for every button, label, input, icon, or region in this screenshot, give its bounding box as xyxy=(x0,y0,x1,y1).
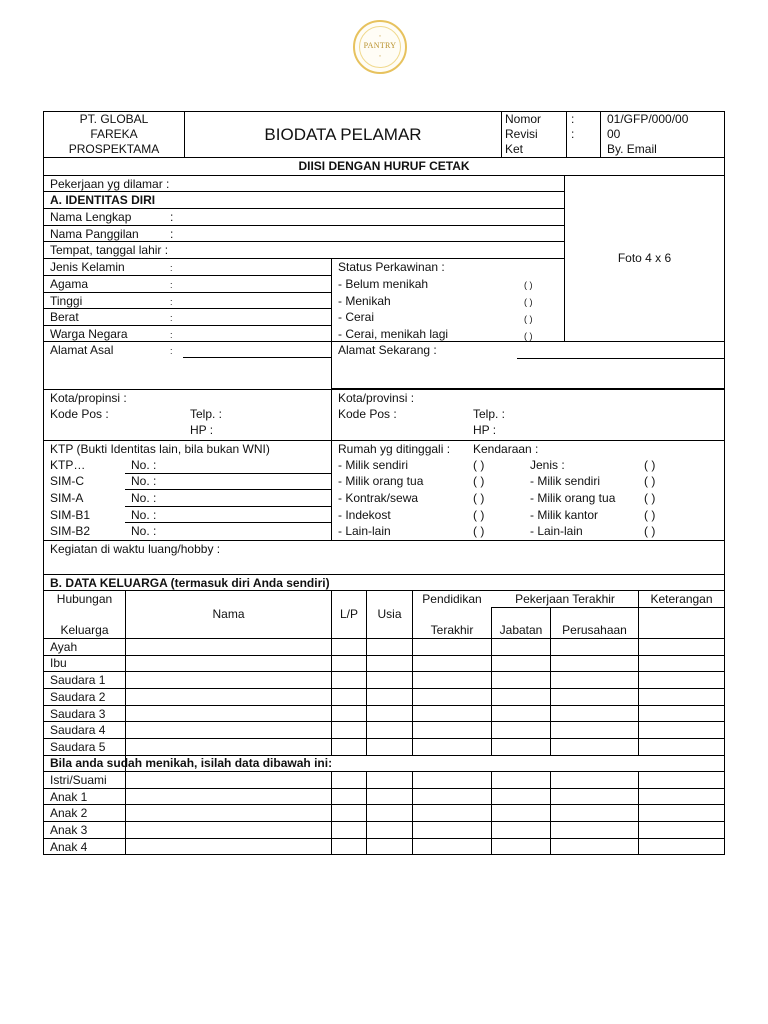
logo-ornament-top: ✦ xyxy=(378,34,382,38)
col-pendidikan: Pendidikan xyxy=(422,592,482,606)
id-type-ktp: KTP… xyxy=(50,458,86,472)
id-no-label: No. : xyxy=(131,491,157,505)
family-row-label: Saudara 5 xyxy=(50,740,106,754)
family-row-label: Ibu xyxy=(50,656,67,670)
id-no-label: No. : xyxy=(131,458,157,472)
vehicle-option: - Lain-lain xyxy=(530,524,583,538)
meta-label-ket: Ket xyxy=(505,142,524,156)
company-name-line2: FAREKA xyxy=(90,127,138,141)
company-logo xyxy=(353,20,407,74)
family-row-label: Saudara 3 xyxy=(50,707,106,721)
meta-label-nomor: Nomor xyxy=(505,112,542,126)
meta-value-ket: By. Email xyxy=(607,142,657,156)
id-no-label: No. : xyxy=(131,474,157,488)
marital-option-remarried: - Cerai, menikah lagi xyxy=(338,327,449,341)
married-row-label: Istri/Suami xyxy=(50,773,107,787)
phone-right-label: Telp. : xyxy=(473,407,506,421)
citizenship-label: Warga Negara xyxy=(50,327,128,341)
hobby-label: Kegiatan di waktu luang/hobby : xyxy=(50,542,221,556)
meta-colon: : xyxy=(571,127,575,141)
marital-option-single: - Belum menikah xyxy=(338,277,429,291)
photo-box-label: Foto 4 x 6 xyxy=(617,251,672,265)
mobile-left-label: HP : xyxy=(190,423,214,437)
id-type-simb2: SIM-B2 xyxy=(50,524,91,538)
id-heading: KTP (Bukti Identitas lain, bila bukan WNI) xyxy=(50,442,270,456)
vehicle-option: - Milik kantor xyxy=(530,508,599,522)
marital-option-divorced: - Cerai xyxy=(338,310,375,324)
meta-value-nomor: 01/GFP/000/00 xyxy=(607,112,689,126)
section-a-heading: A. IDENTITAS DIRI xyxy=(50,193,156,207)
col-hubungan: Hubungan xyxy=(56,592,113,606)
col-usia: Usia xyxy=(377,607,402,621)
colon: : xyxy=(170,297,173,307)
house-checkbox[interactable]: ( ) xyxy=(473,508,485,522)
job-applied-label: Pekerjaan yg dilamar : xyxy=(50,177,170,191)
family-row-label: Saudara 4 xyxy=(50,723,106,737)
logo-ornament-bottom: ✦ xyxy=(378,54,382,58)
house-option: - Milik sendiri xyxy=(338,458,409,472)
vehicle-heading: Kendaraan : xyxy=(473,442,539,456)
married-row-label: Anak 4 xyxy=(50,840,88,854)
col-keterangan: Keterangan xyxy=(650,592,713,606)
vehicle-checkbox[interactable]: ( ) xyxy=(644,474,656,488)
married-row-label: Anak 3 xyxy=(50,823,88,837)
married-row-label: Anak 1 xyxy=(50,790,88,804)
house-option: - Kontrak/sewa xyxy=(338,491,419,505)
family-row-label: Saudara 2 xyxy=(50,690,106,704)
house-checkbox[interactable]: ( ) xyxy=(473,458,485,472)
form-title: BIODATA PELAMAR xyxy=(264,125,422,144)
id-type-simb1: SIM-B1 xyxy=(50,508,91,522)
vehicle-option: - Milik orang tua xyxy=(530,491,616,505)
weight-label: Berat xyxy=(50,310,79,324)
col-terakhir: Terakhir xyxy=(430,623,474,637)
id-type-simc: SIM-C xyxy=(50,474,84,488)
id-type-sima: SIM-A xyxy=(50,491,84,505)
height-label: Tinggi xyxy=(50,294,83,308)
colon: : xyxy=(170,210,174,224)
vehicle-checkbox[interactable]: ( ) xyxy=(644,508,656,522)
house-option: - Milik orang tua xyxy=(338,474,424,488)
current-address-label: Alamat Sekarang : xyxy=(338,343,437,357)
gender-label: Jenis Kelamin xyxy=(50,260,125,274)
company-name-line3: PROSPEKTAMA xyxy=(68,142,160,156)
vehicle-checkbox[interactable]: ( ) xyxy=(644,524,656,538)
colon: : xyxy=(170,263,173,273)
city-left-label: Kota/propinsi : xyxy=(50,391,127,405)
city-right-label: Kota/provinsi : xyxy=(338,391,415,405)
house-option: - Lain-lain xyxy=(338,524,391,538)
marital-option-married: - Menikah xyxy=(338,294,391,308)
company-name-line1: PT. GLOBAL xyxy=(79,112,149,126)
marital-checkbox[interactable]: ( ) xyxy=(524,280,533,290)
colon: : xyxy=(170,280,173,290)
mobile-right-label: HP : xyxy=(473,423,497,437)
meta-label-revisi: Revisi xyxy=(505,127,538,141)
family-row-label: Ayah xyxy=(50,640,78,654)
meta-colon: : xyxy=(571,112,575,126)
vehicle-checkbox[interactable]: ( ) xyxy=(644,491,656,505)
col-nama: Nama xyxy=(212,607,245,621)
house-option: - Indekost xyxy=(338,508,391,522)
house-checkbox[interactable]: ( ) xyxy=(473,474,485,488)
vehicle-checkbox[interactable]: ( ) xyxy=(644,458,656,472)
married-heading: Bila anda sudah menikah, isilah data dibawah ini: xyxy=(50,756,333,770)
marital-status-label: Status Perkawinan : xyxy=(338,260,445,274)
col-jabatan: Jabatan xyxy=(499,623,543,637)
colon: : xyxy=(170,227,174,241)
vehicle-option: Jenis : xyxy=(530,458,565,472)
col-perusahaan: Perusahaan xyxy=(562,623,627,637)
section-b-heading: B. DATA KELUARGA (termasuk diri Anda sendiri) xyxy=(50,576,330,590)
house-checkbox[interactable]: ( ) xyxy=(473,524,485,538)
marital-checkbox[interactable]: ( ) xyxy=(524,297,533,307)
id-no-label: No. : xyxy=(131,524,157,538)
colon: : xyxy=(170,313,173,323)
logo-text: PANTRY xyxy=(363,41,397,50)
house-heading: Rumah yg ditinggali : xyxy=(338,442,451,456)
birth-label: Tempat, tanggal lahir : xyxy=(50,243,169,257)
phone-left-label: Telp. : xyxy=(190,407,223,421)
house-checkbox[interactable]: ( ) xyxy=(473,491,485,505)
colon: : xyxy=(170,330,173,340)
religion-label: Agama xyxy=(50,277,89,291)
nickname-label: Nama Panggilan xyxy=(50,227,139,241)
col-pekerjaan: Pekerjaan Terakhir xyxy=(515,592,615,606)
id-no-label: No. : xyxy=(131,508,157,522)
origin-address-label: Alamat Asal xyxy=(50,343,114,357)
meta-value-revisi: 00 xyxy=(607,127,621,141)
full-name-label: Nama Lengkap xyxy=(50,210,132,224)
married-row-label: Anak 2 xyxy=(50,806,88,820)
col-keluarga: Keluarga xyxy=(60,623,109,637)
postal-right-label: Kode Pos : xyxy=(338,407,397,421)
marital-checkbox[interactable]: ( ) xyxy=(524,314,533,324)
family-row-label: Saudara 1 xyxy=(50,673,106,687)
marital-checkbox[interactable]: ( ) xyxy=(524,331,533,341)
instruction-text: DIISI DENGAN HURUF CETAK xyxy=(298,159,470,173)
postal-left-label: Kode Pos : xyxy=(50,407,109,421)
vehicle-option: - Milik sendiri xyxy=(530,474,601,488)
col-lp: L/P xyxy=(339,607,358,621)
colon: : xyxy=(170,346,173,356)
